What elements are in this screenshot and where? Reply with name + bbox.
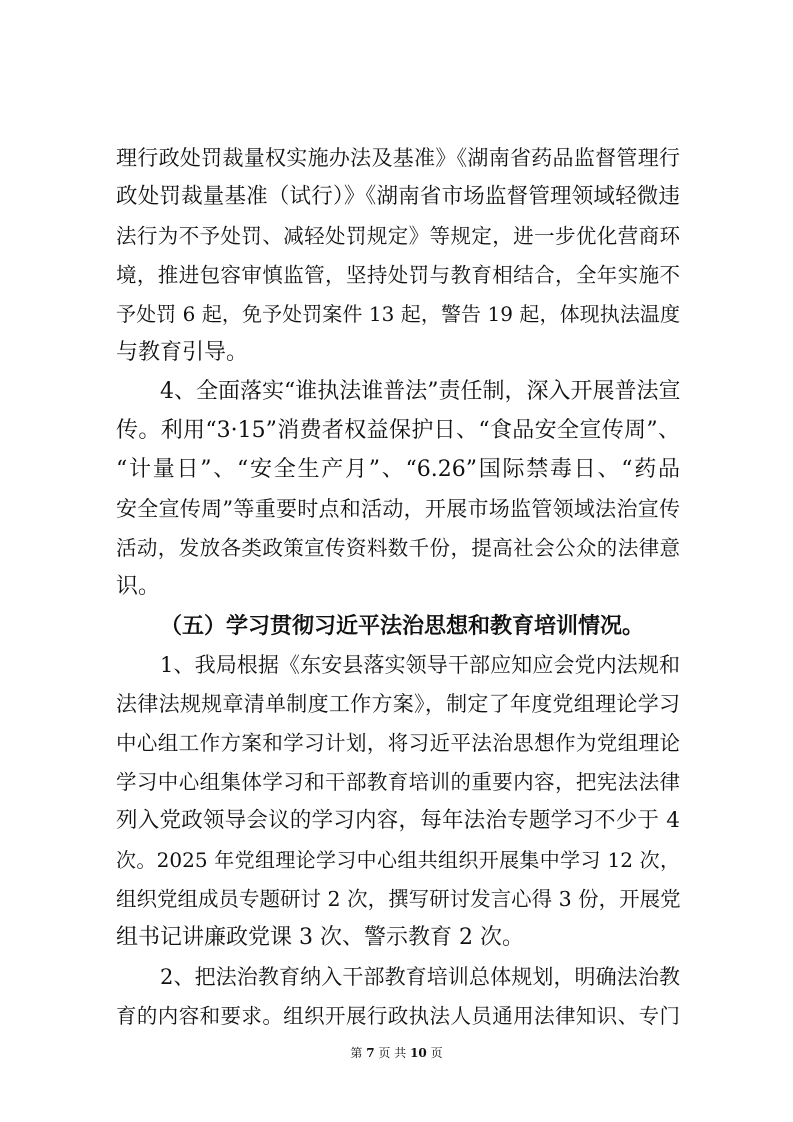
footer-suffix: 页: [430, 1046, 443, 1060]
footer-prefix: 第: [350, 1046, 363, 1060]
text-line: “计量日”、“安全生产月”、“6.26”国际禁毒日、“药品: [116, 457, 680, 482]
text-line: 次。2025 年党组理论学习中心组共组织开展集中学习 12 次，: [116, 848, 680, 872]
paragraph-first-line: 1、我局根据《东安县落实领导干部应知应会党内法规和: [160, 653, 680, 677]
text-line: 列入党政领导会议的学习内容，每年法治专题学习不少于 4: [116, 808, 680, 833]
text-line: 境，推进包容审慎监管，坚持处罚与教育相结合，全年实施不: [116, 263, 680, 287]
total-page-number: 10: [410, 1046, 427, 1060]
section-heading: （五）学习贯彻习近平法治思想和教育培训情况。: [160, 613, 645, 639]
text-line: 理行政处罚裁量权实施办法及基准》《湖南省药品监督管理行: [116, 146, 680, 170]
text-line: 组书记讲廉政党课 3 次、警示教育 2 次。: [116, 925, 524, 950]
text-line: 安全宣传周”等重要时点和活动，开展市场监管领域法治宣传: [116, 497, 680, 521]
page-footer: [0, 1045, 793, 1061]
text-line: 学习中心组集体学习和干部教育培训的重要内容，把宪法法律: [116, 770, 680, 794]
text-line: 政处罚裁量基准（试行）》《湖南省市场监督管理领域轻微违: [116, 184, 680, 209]
paragraph-first-line: 4、全面落实“谁执法谁普法”责任制，深入开展普法宣: [160, 379, 681, 404]
text-line: 法律法规规章清单制度工作方案》，制定了年度党组理论学习: [116, 692, 680, 716]
text-line: 活动，发放各类政策宣传资料数千份，提高社会公众的法律意: [116, 536, 680, 560]
text-line: 予处罚 6 起，免予处罚案件 13 起，警告 19 起，体现执法温度: [116, 302, 680, 326]
text-line: 传。利用“3·15”消费者权益保护日、“食品安全宣传周”、: [116, 418, 680, 443]
current-page-number: 7: [366, 1046, 375, 1060]
text-line: 法行为不予处罚、减轻处罚规定》等规定，进一步优化营商环: [116, 224, 680, 248]
text-line: 与教育引导。: [116, 340, 249, 365]
text-line: 组织党组成员专题研讨 2 次，撰写研讨发言心得 3 份，开展党: [116, 887, 681, 911]
footer-middle: 页 共: [378, 1046, 407, 1060]
paragraph-first-line: 2、把法治教育纳入干部教育培训总体规划，明确法治教: [160, 965, 680, 989]
text-line: 中心组工作方案和学习计划，将习近平法治思想作为党组理论: [116, 731, 680, 755]
text-line: 育的内容和要求。组织开展行政执法人员通用法律知识、专门: [116, 1004, 680, 1028]
text-line: 识。: [116, 574, 161, 599]
